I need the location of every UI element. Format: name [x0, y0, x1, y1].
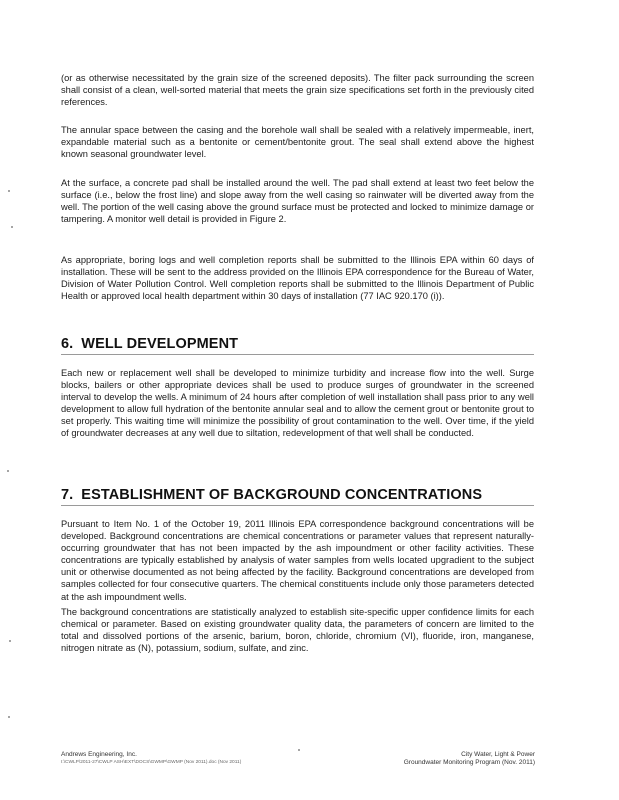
section-number: 7.: [61, 487, 74, 503]
paragraph-annular-seal: The annular space between the casing and the borehole wall shall be sealed with a relatively impermeable, inert, expandable material such as a bentonite or cement/bentonite grout. The seal shall extend above the highest known seasonal groundwater level.: [61, 125, 534, 160]
paragraph-background-statistics: The background concentrations are statistically analyzed to establish site-specific upper confidence limits for each chemical or parameter. Based on existing groundwater quality data, the parameters of concern are limited to the total and dissolved portions of the arsenic, barium, boron, chloride, chromium (VI), fluoride, iron, manganese, nitrogen nitrate as (N), potassium, sodium, sulfate, and zinc.: [61, 607, 534, 654]
footer-client: City Water, Light & Power: [461, 751, 535, 758]
footer-company: Andrews Engineering, Inc.: [61, 751, 137, 758]
footer-left: [61, 751, 241, 767]
footer-file-path: I:\CWLP\2011-27\CWLP ASH\EXT\DOCS\GWMP\GWMP (Nov 2011).doc (Nov 2011): [61, 760, 242, 765]
section-rule: [61, 505, 534, 506]
scan-speck: [298, 749, 300, 751]
scan-speck: [8, 716, 10, 718]
section-heading-background-concentrations: [61, 487, 534, 503]
paragraph-boring-logs: As appropriate, boring logs and well completion reports shall be submitted to the Illinois EPA within 60 days of installation. These will be sent to the address provided on the Illinois EPA correspondence for the Bureau of Water, Division of Water Pollution Control. Well completion reports shall be submitted to the Illinois Department of Public Health or approved local health department within 30 days of installation (77 IAC 920.170 (i)).: [61, 255, 534, 302]
paragraph-background-pursuant: Pursuant to Item No. 1 of the October 19, 2011 Illinois EPA correspondence background concentrations will be developed. Background concentrations are chemical concentrations or parameter values that represent naturally-occurring groundwater that has not been impacted by the ash impoundment or other facility activities. These concentrations are typically established by analysis of water samples from wells located upgradient to the subject unit or otherwise documented as not being affected by the facility. Background concentrations are developed from samples collected for four consecutive quarters. The chemical constituents include only those parameters detected at the ash impoundment wells.: [61, 519, 534, 602]
section-title: WELL DEVELOPMENT: [81, 336, 239, 352]
section-heading-well-development: [61, 336, 534, 352]
section-rule: [61, 354, 534, 355]
footer-document-title: Groundwater Monitoring Program (Nov. 2011): [403, 759, 535, 766]
paragraph-filter-pack: (or as otherwise necessitated by the grain size of the screened deposits). The filter pack surrounding the screen shall consist of a clean, well-sorted material that meets the grain size specifications set forth in the previously cited references.: [61, 73, 534, 108]
scan-speck: [11, 226, 13, 228]
section-number: 6.: [61, 336, 74, 352]
footer-right: [404, 751, 535, 767]
scan-speck: [7, 470, 9, 472]
scan-speck: [9, 640, 11, 642]
scan-speck: [8, 190, 10, 192]
section-title: ESTABLISHMENT OF BACKGROUND CONCENTRATIONS: [81, 487, 483, 503]
paragraph-concrete-pad: At the surface, a concrete pad shall be installed around the well. The pad shall extend at least two feet below the surface (i.e., below the frost line) and slope away from the well casing so rainwater will be diverted away from the well. The portion of the well casing above the ground surface must be protected and locked to minimize damage or tampering. A monitor well detail is provided in Figure 2.: [61, 178, 534, 225]
paragraph-well-development: Each new or replacement well shall be developed to minimize turbidity and increase flow into the well. Surge blocks, bailers or other appropriate devices shall be used to produce surges of groundwater in the screened interval to develop the wells. A minimum of 24 hours after completion of well installation shall pass prior to any well development to allow full hydration of the bentonite annular seal and to allow the cement grout or bentonite grout to set properly. This waiting time will minimize the possibility of grout contamination to the well. Over time, if the yield of groundwater decreases at any well due to siltation, redevelopment of that well shall be conducted.: [61, 368, 534, 439]
